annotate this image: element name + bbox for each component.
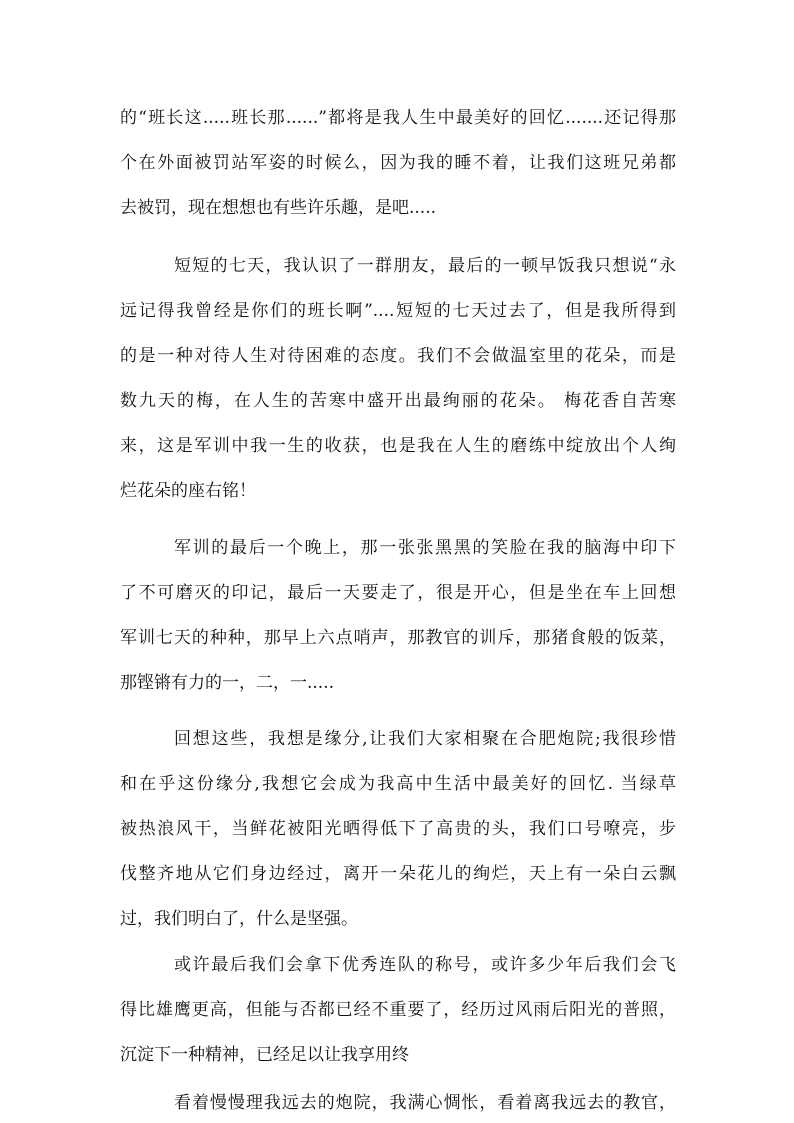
text-line: 的是一种对待人生对待困难的态度。我们不会做温室里的花朵，而是 bbox=[120, 346, 676, 366]
text-line: 那铿锵有力的一，二，一..... bbox=[120, 673, 335, 693]
text-line: 沉淀下一种精神，已经足以让我享用终 bbox=[120, 1045, 409, 1065]
text-line: 被热浪风干，当鲜花被阳光晒得低下了高贵的头，我们口号嘹亮，步 bbox=[120, 819, 676, 839]
text-line: 回想这些，我想是缘分,让我们大家相聚在合肥炮院;我很珍惜 bbox=[174, 729, 676, 749]
text-line: 伐整齐地从它们身边经过，离开一朵花儿的绚烂，天上有一朵白云飘 bbox=[120, 864, 676, 884]
text-line: 或许最后我们会拿下优秀连队的称号，或许多少年后我们会飞 bbox=[174, 955, 676, 975]
text-line: 的“班长这.....班长那......”都将是我人生中最美好的回忆.......还记得那 bbox=[120, 108, 676, 128]
text-line: 了不可磨灭的印记，最后一天要走了，很是开心，但是坐在车上回想 bbox=[120, 583, 676, 603]
text-line: 军训七天的种种，那早上六点哨声，那教官的训斥，那猪食般的饭菜， bbox=[120, 628, 676, 648]
text-line: 军训的最后一个晚上，那一张张黑黑的笑脸在我的脑海中印下 bbox=[174, 538, 676, 558]
text-line: 烂花朵的座右铭！ bbox=[120, 481, 256, 501]
text-line: 和在乎这份缘分,我想它会成为我高中生活中最美好的回忆. 当绿草 bbox=[120, 774, 676, 794]
text-line: 过，我们明白了，什么是坚强。 bbox=[120, 909, 358, 929]
text-line: 来，这是军训中我一生的收获，也是我在人生的磨练中绽放出个人绚 bbox=[120, 436, 676, 456]
text-line: 数九天的梅，在人生的苦寒中盛开出最绚丽的花朵。 梅花香自苦寒 bbox=[120, 391, 676, 411]
text-line: 远记得我曾经是你们的班长啊”....短短的七天过去了，但是我所得到 bbox=[120, 301, 676, 321]
text-line: 得比雄鹰更高，但能与否都已经不重要了，经历过风雨后阳光的普照， bbox=[120, 1000, 676, 1020]
text-line: 看着慢慢理我远去的炮院，我满心惆怅，看着离我远去的教官， bbox=[174, 1093, 676, 1113]
text-line: 个在外面被罚站军姿的时候么，因为我的睡不着，让我们这班兄弟都 bbox=[120, 153, 676, 173]
text-line: 去被罚，现在想想也有些许乐趣，是吧..... bbox=[120, 198, 437, 218]
text-line: 短短的七天，我认识了一群朋友，最后的一顿早饭我只想说“永 bbox=[174, 256, 676, 276]
